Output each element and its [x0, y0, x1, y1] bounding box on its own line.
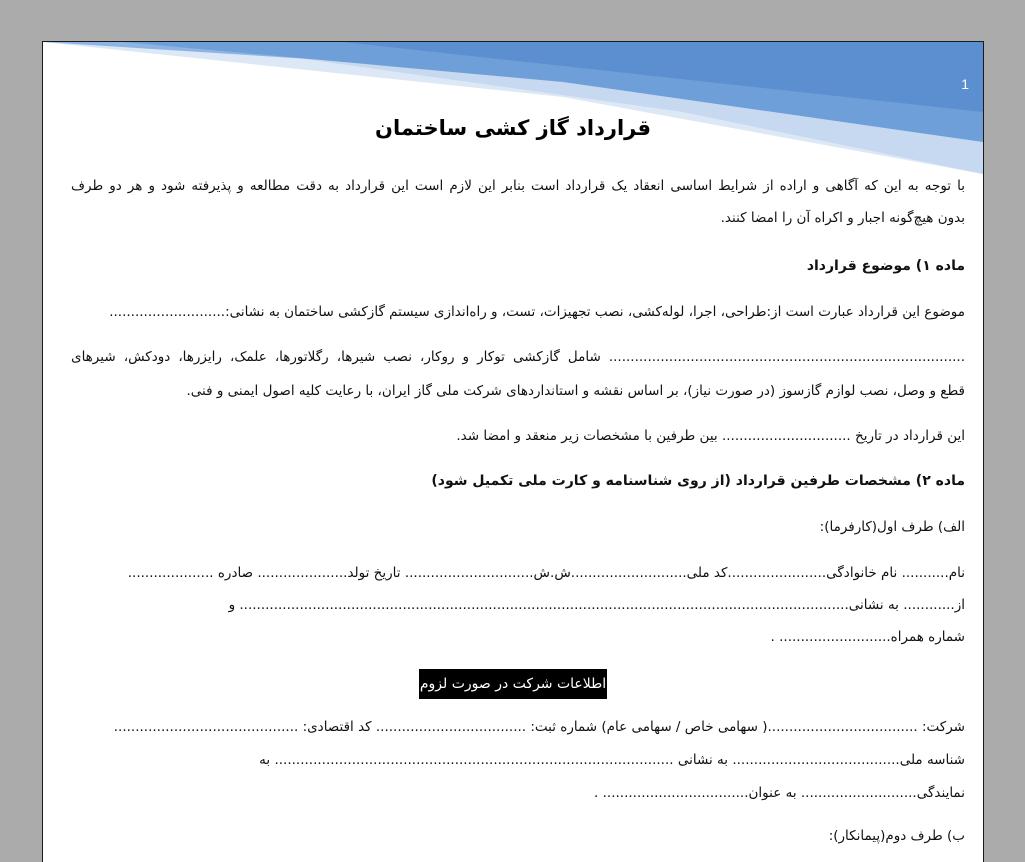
article1-line-4: این قرارداد در تاریخ .............................. بین طرفین با مشخصات زیر منعقد و امضا شد.	[456, 428, 965, 444]
company-row-3: نمایندگی........................... به عنوان.................................. .	[594, 785, 965, 801]
document-page	[42, 41, 984, 862]
intro-line-2: بدون هیچ‌گونه اجبار و اکراه آن را امضا کنند.	[720, 210, 965, 226]
company-row-1: شرکت: ...................................( سهامی خاص / سهامی عام) شماره ثبت: ................................... کد اقتصادی: ...........................................	[113, 719, 965, 735]
document-title: قرارداد گاز کشی ساختمان	[375, 116, 651, 140]
article1-line-1: موضوع این قرارداد عبارت است از:طراحی، اجرا، لوله‌کشی، نصب تجهیزات، تست، و راه‌اندازی سیستم گازکشی ساختمان به نشانی:...........................	[109, 304, 965, 320]
article1-line-2: ................................................................................... شامل گازکشی توکار و روکار، نصب شیرها، رگلاتورها، علمک، رایزرها، دودکش، شیرهای	[71, 349, 965, 365]
party1-row-1: نام........... نام خانوادگی.......................کد ملی...........................ش.ش.............................. تاریخ تولد..................... صادره ....................	[127, 565, 965, 581]
party1-row-3: شماره همراه.......................... .	[770, 629, 965, 645]
article2-heading: ماده ۲) مشخصات طرفین قرارداد (از روی شناسنامه و کارت ملی تکمیل شود)	[431, 473, 965, 489]
party2-heading: ب) طرف دوم(پیمانکار):	[828, 828, 965, 844]
company-row-2: شناسه ملی....................................... به نشانی ............................................................................................. به	[259, 752, 965, 768]
company-info-label: اطلاعات شرکت در صورت لزوم	[419, 669, 607, 699]
party1-heading: الف) طرف اول(کارفرما):	[819, 519, 965, 535]
intro-line-1: با توجه به این که آگاهی و اراده از شرایط اساسی انعقاد یک قرارداد است بنابر این لازم است این قرارداد به دقت مطالعه و پذیرفته شود و هر دو طرف	[71, 178, 965, 194]
page-number: 1	[961, 76, 969, 92]
header-banner-graphic	[43, 42, 983, 182]
article1-line-3: قطع و وصل، نصب لوازم گازسوز (در صورت نیاز)، بر اساس نقشه و استانداردهای شرکت ملی گاز ایران، با رعایت کلیه اصول ایمنی و فنی.	[186, 383, 965, 399]
party1-row-2: از............ به نشانی.............................................................................................................................................. و	[228, 597, 965, 613]
article1-heading: ماده ۱) موضوع قرارداد	[806, 258, 965, 274]
